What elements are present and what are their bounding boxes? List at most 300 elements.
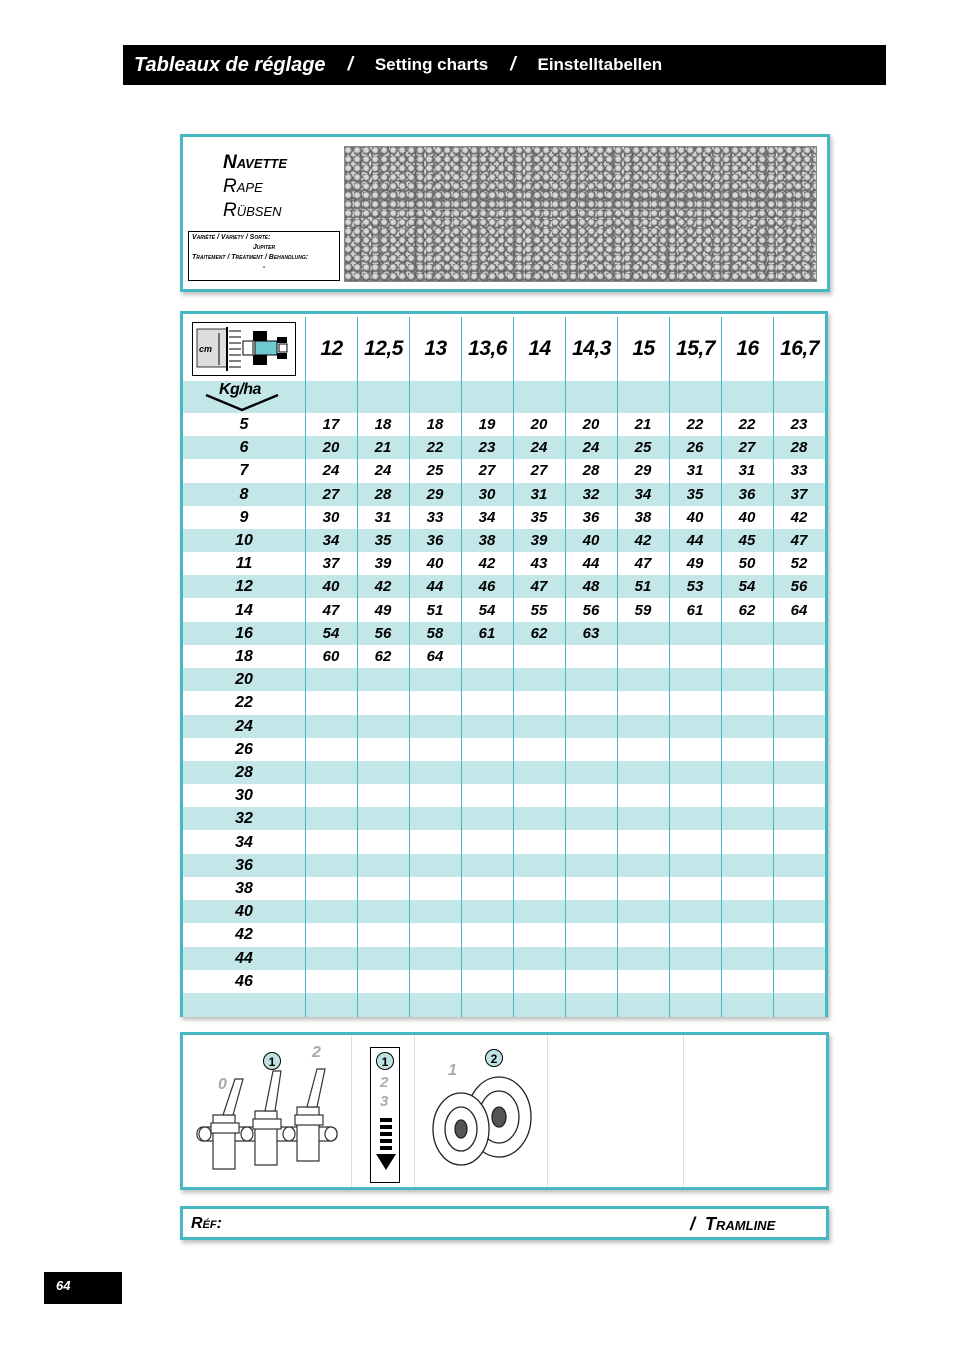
value-cell — [305, 970, 357, 993]
value-cell — [721, 970, 773, 993]
value-cell — [721, 947, 773, 970]
value-cell — [305, 668, 357, 691]
table-row — [183, 575, 825, 598]
value-cell — [773, 923, 825, 946]
value-cell — [357, 715, 409, 738]
crop-name-fr: Navette — [223, 152, 288, 173]
value-cell: 36 — [738, 485, 756, 503]
value-cell: 48 — [582, 578, 600, 596]
wheel-position-selected: 2 — [485, 1049, 503, 1067]
value-cell — [409, 923, 461, 946]
value-cell: 24 — [322, 462, 340, 480]
value-cell: 31 — [530, 485, 548, 503]
value-cell — [461, 831, 513, 854]
value-cell — [357, 854, 409, 877]
column-divider — [305, 317, 306, 1017]
rate-cell: 14 — [235, 601, 253, 619]
value-cell — [305, 923, 357, 946]
value-cell — [669, 668, 721, 691]
value-cell: 51 — [426, 601, 444, 619]
value-cell — [773, 645, 825, 668]
width-header: 15,7 — [669, 317, 721, 381]
value-cell: 49 — [374, 601, 392, 619]
value-cell — [305, 784, 357, 807]
value-cell: 44 — [426, 578, 444, 596]
value-cell — [305, 761, 357, 784]
value-cell: 34 — [634, 485, 652, 503]
value-cell — [513, 715, 565, 738]
width-header: 13,6 — [461, 317, 513, 381]
width-header: 14,3 — [565, 317, 617, 381]
value-cell — [513, 923, 565, 946]
value-cell: 64 — [790, 601, 808, 619]
value-cell — [773, 761, 825, 784]
value-cell — [461, 668, 513, 691]
crop-names — [223, 151, 287, 223]
value-cell — [669, 622, 721, 645]
value-cell: 42 — [374, 578, 392, 596]
value-cell — [617, 645, 669, 668]
rate-cell: 20 — [235, 671, 253, 689]
value-cell: 54 — [738, 578, 756, 596]
value-cell: 44 — [582, 555, 600, 573]
value-cell — [617, 807, 669, 830]
rate-cell: 10 — [235, 532, 253, 549]
value-cell: 27 — [530, 462, 548, 480]
tramline-separator: / — [690, 1214, 696, 1234]
value-cell — [305, 807, 357, 830]
value-cell: 36 — [582, 508, 600, 526]
value-cell: 47 — [634, 555, 652, 573]
rate-cell: 8 — [239, 485, 249, 503]
value-cell: 61 — [478, 624, 496, 642]
gear-level-2: 2 — [380, 1074, 389, 1091]
value-cell — [357, 691, 409, 714]
value-cell: 28 — [790, 439, 808, 457]
title-en: Setting charts — [374, 55, 489, 74]
value-cell: 52 — [790, 555, 808, 573]
value-cell: 37 — [322, 555, 340, 573]
value-cell: 62 — [374, 648, 392, 665]
value-cell — [669, 807, 721, 830]
variety-value: Jupiter — [252, 244, 276, 251]
table-row — [183, 831, 825, 854]
value-cell: 31 — [738, 462, 756, 480]
value-cell — [513, 900, 565, 923]
table-row — [183, 715, 825, 738]
value-cell — [461, 970, 513, 993]
value-cell: 40 — [686, 508, 704, 526]
column-divider — [669, 317, 670, 1017]
value-cell: 27 — [478, 462, 496, 480]
value-cell: 34 — [478, 508, 496, 526]
value-cell: 35 — [530, 508, 548, 526]
value-cell — [565, 854, 617, 877]
table-row — [183, 413, 825, 436]
value-cell: 56 — [790, 578, 808, 596]
header-bar — [123, 45, 886, 85]
value-cell: 25 — [634, 439, 652, 457]
value-cell: 44 — [686, 532, 704, 549]
column-divider — [461, 317, 462, 1017]
value-cell: 60 — [322, 648, 340, 665]
tramline-text: Tramline — [705, 1214, 776, 1234]
value-cell: 47 — [322, 601, 340, 619]
seed-photo — [344, 146, 817, 282]
rate-cell: 18 — [235, 648, 253, 665]
title-separator: / — [510, 54, 516, 75]
value-cell: 24 — [582, 439, 600, 457]
value-cell — [669, 854, 721, 877]
table-row — [183, 645, 825, 668]
value-cell — [461, 854, 513, 877]
value-cell — [357, 900, 409, 923]
value-cell: 56 — [374, 624, 392, 642]
gear-level-selected: 1 — [376, 1052, 394, 1070]
width-header: 12 — [305, 317, 357, 381]
width-header: 15 — [617, 317, 669, 381]
value-cell: 38 — [478, 532, 496, 549]
value-cell: 43 — [530, 555, 548, 573]
rate-cell: 6 — [239, 439, 249, 457]
value-cell — [305, 738, 357, 761]
value-cell — [773, 715, 825, 738]
cm-label: cm — [199, 344, 213, 354]
value-cell — [409, 947, 461, 970]
value-cell: 27 — [738, 439, 756, 457]
value-cell — [721, 831, 773, 854]
value-cell: 40 — [322, 578, 340, 596]
value-cell — [721, 715, 773, 738]
column-divider — [825, 317, 826, 1017]
column-divider — [513, 317, 514, 1017]
value-cell — [721, 691, 773, 714]
value-cell — [773, 622, 825, 645]
value-cell — [721, 807, 773, 830]
value-cell: 47 — [790, 532, 808, 549]
value-cell — [461, 947, 513, 970]
lever-position-0: 0 — [218, 1076, 227, 1093]
value-cell: 56 — [582, 601, 600, 619]
value-cell — [669, 877, 721, 900]
table-row — [183, 599, 825, 622]
value-cell — [617, 715, 669, 738]
title-fr: Tableaux de réglage — [134, 53, 326, 76]
column-divider — [617, 317, 618, 1017]
value-cell: 20 — [530, 416, 548, 433]
value-cell — [565, 947, 617, 970]
value-cell: 33 — [790, 462, 808, 480]
value-cell — [617, 831, 669, 854]
value-cell — [669, 738, 721, 761]
value-cell — [565, 668, 617, 691]
value-cell: 37 — [790, 485, 808, 503]
value-cell: 42 — [790, 508, 808, 526]
value-cell — [513, 668, 565, 691]
value-cell: 51 — [634, 578, 652, 596]
table-row — [183, 854, 825, 877]
value-cell — [409, 715, 461, 738]
value-cell — [357, 923, 409, 946]
table-row — [183, 761, 825, 784]
value-cell — [773, 668, 825, 691]
value-cell — [409, 691, 461, 714]
width-header: 16 — [721, 317, 773, 381]
value-cell: 45 — [738, 532, 756, 549]
value-cell — [565, 970, 617, 993]
value-cell — [565, 784, 617, 807]
machine-settings-panel — [180, 1032, 829, 1190]
settings-table — [180, 311, 828, 1017]
value-cell — [409, 970, 461, 993]
table-row — [183, 923, 825, 946]
value-cell: 64 — [426, 648, 444, 665]
value-cell: 22 — [686, 416, 704, 433]
seed-drill-width-icon — [192, 322, 296, 376]
value-cell — [409, 761, 461, 784]
variety-box — [188, 231, 340, 281]
rate-cell: 40 — [235, 903, 253, 921]
value-cell: 63 — [582, 624, 600, 642]
rate-cell: 24 — [235, 717, 253, 735]
value-cell — [357, 970, 409, 993]
value-cell: 50 — [738, 555, 756, 573]
value-cell — [773, 970, 825, 993]
table-row — [183, 436, 825, 459]
rate-cell: 30 — [235, 787, 253, 805]
value-cell: 62 — [738, 601, 756, 619]
value-cell — [409, 831, 461, 854]
unit-row — [183, 381, 825, 413]
value-cell: 36 — [426, 532, 444, 549]
rate-cell: 36 — [235, 856, 253, 874]
value-cell — [617, 738, 669, 761]
rate-cell: 42 — [235, 926, 253, 944]
value-cell — [305, 900, 357, 923]
table-row — [183, 877, 825, 900]
width-header: 13 — [409, 317, 461, 381]
width-header: 16,7 — [773, 317, 825, 381]
value-cell: 28 — [374, 485, 392, 503]
rate-cell: 38 — [235, 880, 253, 897]
value-cell: 17 — [322, 416, 340, 433]
value-cell — [617, 877, 669, 900]
value-cell — [565, 923, 617, 946]
table-row — [183, 622, 825, 645]
value-cell — [357, 738, 409, 761]
value-cell — [513, 831, 565, 854]
value-cell — [773, 738, 825, 761]
value-cell — [721, 738, 773, 761]
value-cell: 62 — [530, 624, 548, 642]
crop-name-de: Rübsen — [223, 200, 282, 221]
gear-wheel-icon — [423, 1071, 537, 1175]
value-cell — [721, 854, 773, 877]
rate-cell: 34 — [235, 833, 253, 851]
value-cell — [721, 784, 773, 807]
value-cell — [305, 691, 357, 714]
value-cell — [513, 645, 565, 668]
width-header: 14 — [513, 317, 565, 381]
value-cell — [565, 877, 617, 900]
value-cell — [773, 831, 825, 854]
value-cell — [721, 622, 773, 645]
value-cell — [669, 970, 721, 993]
value-cell: 18 — [374, 416, 392, 433]
value-cell — [357, 947, 409, 970]
table-row — [183, 970, 825, 993]
rate-cell: 22 — [235, 694, 253, 712]
table-row — [183, 784, 825, 807]
title-de: Einstelltabellen — [537, 55, 663, 74]
value-cell — [565, 738, 617, 761]
gear-level-column — [370, 1047, 400, 1183]
value-cell — [461, 738, 513, 761]
value-cell: 29 — [634, 462, 652, 480]
value-cell — [773, 877, 825, 900]
value-cell — [461, 923, 513, 946]
value-cell: 19 — [478, 416, 496, 433]
value-cell: 58 — [426, 624, 444, 642]
value-cell — [513, 970, 565, 993]
value-cell — [461, 784, 513, 807]
value-cell — [305, 854, 357, 877]
rate-cell: 9 — [239, 508, 249, 526]
value-cell: 23 — [790, 416, 808, 433]
value-cell: 27 — [322, 485, 340, 503]
value-cell — [773, 854, 825, 877]
value-cell: 24 — [374, 462, 392, 480]
treatment-value: - — [262, 264, 266, 271]
value-cell — [669, 645, 721, 668]
value-cell — [617, 923, 669, 946]
rate-cell: 11 — [235, 555, 253, 573]
value-cell — [357, 784, 409, 807]
value-cell — [357, 877, 409, 900]
value-cell — [617, 854, 669, 877]
value-cell — [409, 877, 461, 900]
value-cell: 54 — [322, 624, 340, 642]
table-row — [183, 947, 825, 970]
column-divider — [565, 317, 566, 1017]
column-divider — [357, 317, 358, 1017]
rate-cell: 7 — [239, 462, 249, 480]
value-cell — [773, 691, 825, 714]
column-divider — [773, 317, 774, 1017]
column-divider — [409, 317, 410, 1017]
value-cell — [513, 761, 565, 784]
value-cell — [357, 668, 409, 691]
table-row-empty — [183, 993, 825, 1017]
value-cell — [721, 900, 773, 923]
value-cell — [409, 854, 461, 877]
rate-cell: 28 — [235, 764, 253, 781]
value-cell — [409, 900, 461, 923]
value-cell — [617, 784, 669, 807]
chevron-down-icon — [204, 391, 280, 413]
crop-name-en: Rape — [223, 176, 263, 197]
value-cell: 38 — [634, 508, 652, 526]
value-cell: 20 — [582, 416, 600, 433]
value-cell — [409, 738, 461, 761]
table-row — [183, 668, 825, 691]
value-cell: 22 — [426, 439, 444, 457]
value-cell: 42 — [478, 555, 496, 573]
value-cell: 24 — [530, 439, 548, 457]
value-cell — [773, 947, 825, 970]
value-cell — [669, 761, 721, 784]
page-number: 64 — [44, 1272, 122, 1304]
value-cell — [461, 761, 513, 784]
value-cell — [305, 831, 357, 854]
value-cell: 34 — [322, 532, 340, 549]
table-row — [183, 483, 825, 506]
value-cell — [461, 691, 513, 714]
value-cell — [565, 691, 617, 714]
value-cell — [409, 807, 461, 830]
value-cell — [305, 877, 357, 900]
value-cell: 28 — [582, 462, 600, 480]
value-cell — [461, 807, 513, 830]
value-cell — [617, 761, 669, 784]
kg-ha-label: Kg/ha — [219, 381, 261, 398]
crop-panel — [180, 134, 830, 292]
value-cell — [357, 831, 409, 854]
value-cell — [669, 900, 721, 923]
rate-cell: 32 — [235, 810, 253, 828]
value-cell: 39 — [374, 555, 392, 573]
value-cell — [721, 668, 773, 691]
value-cell — [565, 715, 617, 738]
value-cell: 47 — [530, 578, 548, 596]
value-cell — [513, 738, 565, 761]
value-cell — [565, 831, 617, 854]
value-cell — [773, 900, 825, 923]
value-cell — [721, 923, 773, 946]
value-cell: 31 — [686, 462, 704, 480]
reference-panel — [180, 1206, 829, 1240]
value-cell: 21 — [374, 439, 392, 457]
value-cell — [409, 784, 461, 807]
wheel-position-1: 1 — [448, 1062, 457, 1079]
value-cell — [461, 877, 513, 900]
value-cell: 21 — [634, 416, 652, 433]
value-cell: 54 — [478, 601, 496, 619]
value-cell: 31 — [374, 508, 392, 526]
variety-label: Variété / Variety / Sorte: — [192, 234, 271, 241]
value-cell — [669, 831, 721, 854]
value-cell — [669, 691, 721, 714]
arrow-down-icon — [374, 1116, 398, 1180]
table-row — [183, 529, 825, 552]
gear-level-3: 3 — [380, 1093, 389, 1110]
table-row — [183, 459, 825, 482]
table-row — [183, 552, 825, 575]
rate-cell: 46 — [235, 972, 253, 990]
value-cell: 46 — [478, 578, 496, 596]
value-cell — [669, 715, 721, 738]
value-cell — [461, 645, 513, 668]
value-cell — [617, 622, 669, 645]
title-separator: / — [347, 54, 353, 75]
table-row — [183, 506, 825, 529]
value-cell: 23 — [478, 439, 496, 457]
value-cell: 40 — [582, 532, 600, 549]
value-cell — [513, 947, 565, 970]
value-cell: 20 — [322, 439, 340, 457]
value-cell — [669, 947, 721, 970]
lever-position-selected: 1 — [263, 1052, 281, 1070]
